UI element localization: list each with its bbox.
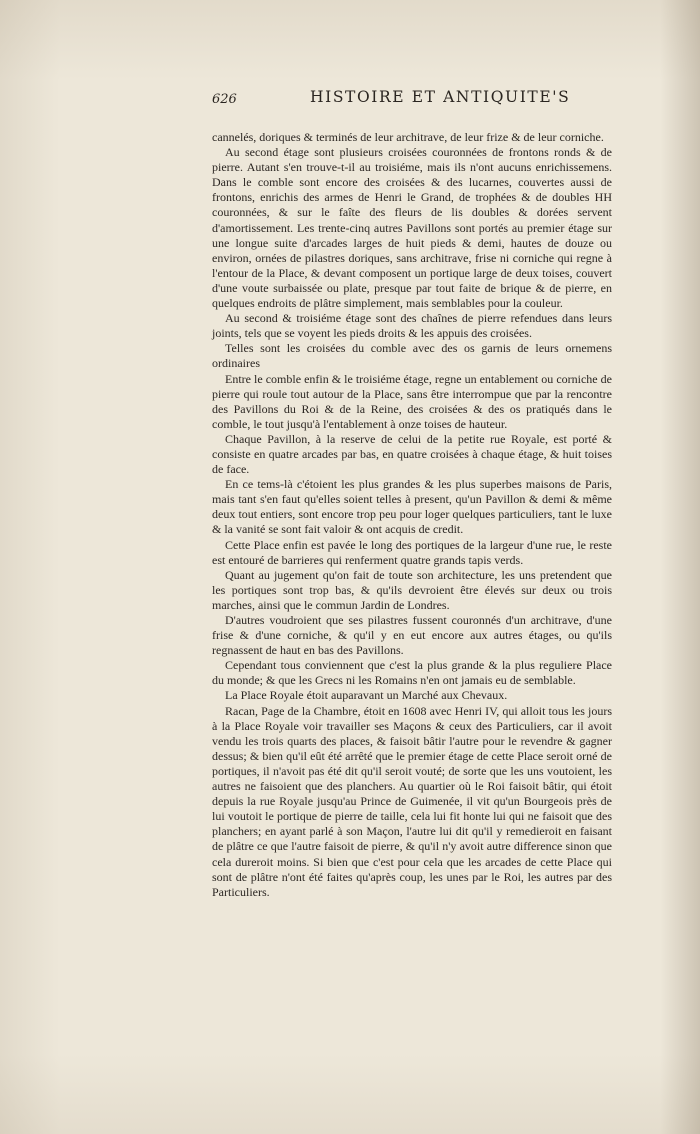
body-text bbox=[212, 130, 612, 900]
paragraph: D'autres voudroient que ses pilastres fussent couronnés d'un architrave, d'une frise & d'une corniche, & qu'il y en eut encore aux autres étages, ou qu'ils regnassent de haut en bas des Pavillons. bbox=[212, 613, 612, 658]
paragraph: Cette Place enfin est pavée le long des portiques de la largeur d'une rue, le reste est entouré de barrieres qui renferment quatre grands tapis verds. bbox=[212, 537, 612, 567]
paragraph: Chaque Pavillon, à la reserve de celui de la petite rue Royale, est porté & consiste en quatre arcades par bas, en quatre croisées à chaque étage, & huit toises de face. bbox=[212, 431, 612, 477]
page-header bbox=[212, 88, 612, 112]
paragraph: cannelés, doriques & terminés de leur architrave, de leur frize & de leur corniche. bbox=[212, 130, 604, 144]
paragraph: Au second & troisiéme étage sont des chaînes de pierre refendues dans leurs joints, tels que se voyent les pieds droits & les appuis des croisées. bbox=[212, 311, 612, 341]
paragraph: Cependant tous conviennent que c'est la plus grande & la plus reguliere Place du monde; & que les Grecs ni les Romains n'en ont jamais eu de semblable. bbox=[212, 658, 612, 688]
paragraph: Quant au jugement qu'on fait de toute son architecture, les uns pretendent que les portiques sont trop bas, & qu'ils devroient être élevés sur deux ou trois marches, ainsi que le commun Jardin de Londres. bbox=[212, 567, 612, 612]
page-number: 626 bbox=[212, 92, 237, 107]
running-title: HISTOIRE ET ANTIQUITE'S bbox=[310, 88, 571, 106]
paragraph: En ce tems-là c'étoient les plus grandes & les plus superbes maisons de Paris, mais tant s'en faut qu'elles soient telles à present, qu'un Pavillon & demi & même deux tout entiers, sont encore trop peu pour loger quelques particuliers, tant le luxe & la vanité se sont fait valoir & ont acquis de credit. bbox=[212, 477, 612, 537]
paragraph: Entre le comble enfin & le troisiéme étage, regne un entablement ou corniche de pierre qui roule tout autour de la Place, sans être interrompue que par la rencontre des Pavillons du Roi & de la Reine, des croisées & des os pratiqués dans le comble, le tout jusqu'à l'entablement à onze toises de hauteur. bbox=[212, 371, 612, 431]
paragraph: Racan, Page de la Chambre, étoit en 1608 avec Henri IV, qui alloit tous les jours à la Place Royale voir travailler ses Maçons & ceux des Particuliers, car il avoit vendu les trois quarts des places, & faisoit bâtir l'autre pour le revendre & gagner dessus; & bien qu'il eût été arrêté que le premier étage de cette Place seroit orné de portiques, il n'avoit pas été dit qu'il seroit vouté; de sorte que les uns voutoient, les autres ne faisoient que des planchers. Au quartier où le Roi faisoit bâtir, qui étoit depuis la rue Royale jusqu'au Prince de Guimenée, il vit qu'un Bourgeois près de lui voutoit le portique de pierre de taille, cela lui fit honte lui qui ne faisoit que des planchers; en ayant parlé à son Maçon, l'autre lui dit qu'il y remedieroit en faisant de plâtre ce que l'autre faisoit de pierre, & qu'il n'y avoit autre difference sinon que cela dureroit moins. Si bien que c'est pour cela que les arcades de cette Place qui sont de plâtre n'ont été faites qu'après coup, les unes par le Roi, les autres par des Particuliers. bbox=[212, 703, 612, 899]
paragraph: Telles sont les croisées du comble avec des os garnis de leurs ornemens ordinaires bbox=[212, 341, 612, 371]
paragraph: La Place Royale étoit auparavant un Marché aux Chevaux. bbox=[225, 688, 508, 703]
paragraph: Au second étage sont plusieurs croisées couronnées de frontons ronds & de pierre. Autant s'en trouve-t-il au troisiéme, mais ils n'ont aucuns enrichissemens. Dans le comble sont encore des croisées & des lucarnes, couvertes aussi de frontons, enrichis des armes de Henri le Grand, de trophées & de doubles HH couronnées, & sur le faîte des fleurs de lis doubles & dorées servent d'amortissement. Les trente-cinq autres Pavillons sont portés au premier étage sur une longue suite d'arcades larges de huit pieds & demi, hautes de douze ou environ, ornées de pilastres doriques, sans architrave, frise ni corniche qui regne à l'entour de la Place, & devant composent un portique large de deux toises, couvert d'une voute surbaissée ou plate, presque par tout faite de brique & de pierre, en quelques endroits de plâtre simplement, mais semblables pour la couleur. bbox=[212, 145, 612, 311]
